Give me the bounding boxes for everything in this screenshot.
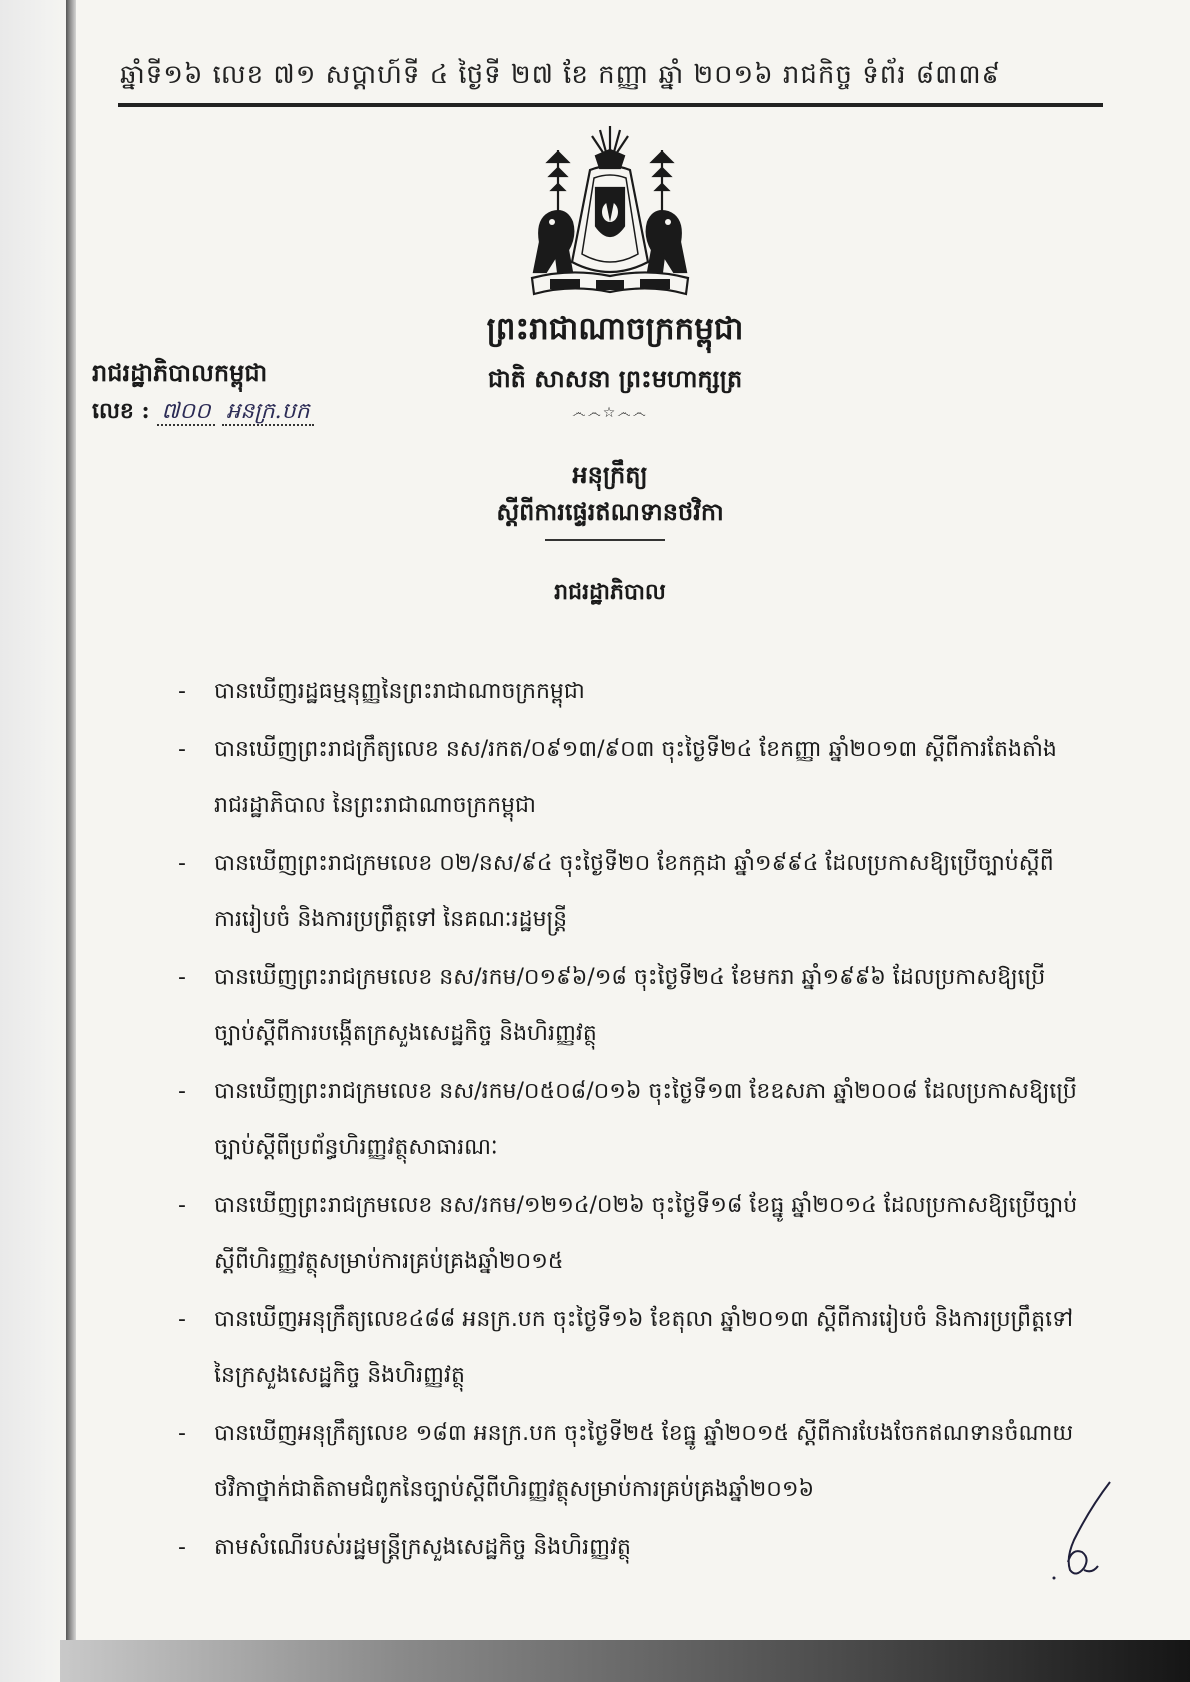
list-item [178,1406,1078,1518]
binding-edge-line [66,0,76,1682]
list-item [178,1064,1078,1176]
list-item [178,1292,1078,1404]
initials-signature-icon [1040,1478,1120,1588]
bullet-dash: - [178,737,186,762]
consideration-text: តាមសំណើរបស់រដ្ឋមន្ត្រីក្រសួងសេដ្ឋកិច្ច និងហិរញ្ញវត្ថុ [214,1535,632,1560]
bullet-dash: - [178,965,186,990]
bullet-dash: - [178,1193,186,1218]
consideration-text: បានឃើញព្រះរាជក្រឹត្យលេខ នស/រកត/០៩១៣/៩០៣ ចុះថ្ងៃទី២៤ ខែកញ្ញា ឆ្នាំ២០១៣ ស្តីពីការតែងតាំងរាជរដ្ឋាភិបាល នៃព្រះរាជាណាចក្រកម្ពុជា [214,737,1057,818]
document-type: អនុក្រឹត្យ [572,460,648,489]
document-subject: ស្តីពីការផ្ទេរឥណទានថវិកា [496,497,724,526]
government-name: រាជរដ្ឋាភិបាលកម្ពុជា [92,358,268,387]
scan-bottom-shadow [60,1640,1190,1682]
bullet-dash: - [178,851,186,876]
bullet-dash: - [178,1535,186,1560]
kingdom-title: ព្រះរាជាណាចក្រកម្ពុជា [486,311,744,347]
national-motto: ជាតិ សាសនា ព្រះមហាក្សត្រ [487,364,743,393]
header-divider [118,103,1103,107]
reference-number [92,397,314,429]
considerations-list [178,664,1078,1578]
issuing-body: រាជរដ្ឋាភិបាល [554,579,666,605]
gazette-header: ឆ្នាំទី១៦ លេខ ៧១ សប្តាហ៍ទី ៤ ថ្ងៃទី ២៧ ខែ កញ្ញា ឆ្នាំ ២០១៦ រាជកិច្ច ទំព័រ ៨៣៣៩ [120,60,1001,90]
reference-label: លេខ : [92,398,150,424]
list-item [178,836,1078,948]
consideration-text: បានឃើញរដ្ឋធម្មនុញ្ញនៃព្រះរាជាណាចក្រកម្ពុជា [214,679,585,704]
list-item [178,1520,1078,1576]
royal-coat-of-arms-icon [520,122,700,304]
consideration-text: បានឃើញព្រះរាជក្រមលេខ ០២/នស/៩៤ ចុះថ្ងៃទី២០ ខែកក្កដា ឆ្នាំ១៩៩៤ ដែលប្រកាសឱ្យប្រើច្បាប់ស្តីពីការរៀបចំ និងការប្រព្រឹត្តទៅ នៃគណៈរដ្ឋមន្ត្រី [214,851,1054,932]
ornament-divider: ෴෴☆෴෴ [572,405,648,421]
reference-number-value: ៧០០ [157,399,214,426]
consideration-text: បានឃើញព្រះរាជក្រមលេខ នស/រកម/០១៩៦/១៨ ចុះថ្ងៃទី២៤ ខែមករា ឆ្នាំ១៩៩៦ ដែលប្រកាសឱ្យប្រើច្បាប់ស្តីពីការបង្កើតក្រសួងសេដ្ឋកិច្ច និងហិរញ្ញវត្ថុ [214,965,1046,1046]
consideration-text: បានឃើញអនុក្រឹត្យលេខ ១៨៣ អនក្រ.បក ចុះថ្ងៃទី២៥ ខែធ្នូ ឆ្នាំ២០១៥ ស្តីពីការបែងចែកឥណទានចំណាយថវិកាថ្នាក់ជាតិតាមជំពូកនៃច្បាប់ស្តីពីហិរញ្ញវត្ថុសម្រាប់ការគ្រប់គ្រងឆ្នាំ២០១៦ [214,1421,1074,1502]
bullet-dash: - [178,679,186,704]
page-binding-shadow [0,0,70,1682]
list-item [178,1178,1078,1290]
consideration-text: បានឃើញព្រះរាជក្រមលេខ នស/រកម/០៥០៨/០១៦ ចុះថ្ងៃទី១៣ ខែឧសភា ឆ្នាំ២០០៨ ដែលប្រកាសឱ្យប្រើច្បាប់ស្តីពីប្រព័ន្ធហិរញ្ញវត្ថុសាធារណៈ [214,1079,1077,1160]
list-item [178,950,1078,1062]
bullet-dash: - [178,1421,186,1446]
subject-underline [545,539,665,541]
consideration-text: បានឃើញព្រះរាជក្រមលេខ នស/រកម/១២១៤/០២៦ ចុះថ្ងៃទី១៨ ខែធ្នូ ឆ្នាំ២០១៤ ដែលប្រកាសឱ្យប្រើច្បាប់ស្តីពីហិរញ្ញវត្ថុសម្រាប់ការគ្រប់គ្រងឆ្នាំ២០១៥ [214,1193,1078,1274]
list-item [178,664,1078,720]
list-item [178,722,1078,834]
consideration-text: បានឃើញអនុក្រឹត្យលេខ៤៨៨ អនក្រ.បក ចុះថ្ងៃទី១៦ ខែតុលា ឆ្នាំ២០១៣ ស្តីពីការរៀបចំ និងការប្រព្រឹត្តទៅ នៃក្រសួងសេដ្ឋកិច្ច និងហិរញ្ញវត្ថុ [214,1307,1074,1388]
reference-suffix: អនក្រ.បក [222,399,313,426]
bullet-dash: - [178,1079,186,1104]
bullet-dash: - [178,1307,186,1332]
